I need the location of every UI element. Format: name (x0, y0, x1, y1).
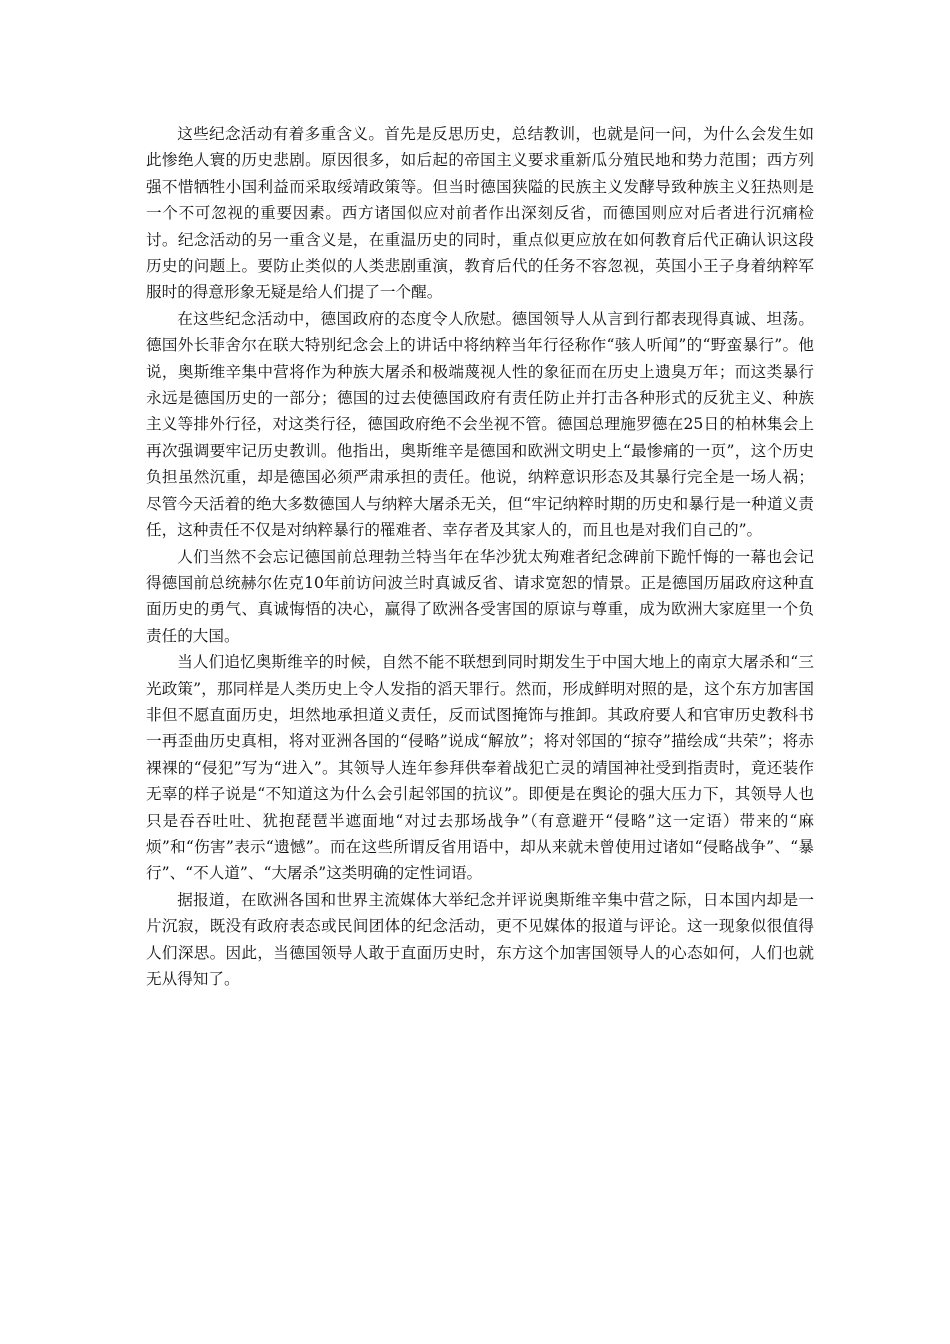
document-body (146, 121, 814, 992)
paragraph-1: 这些纪念活动有着多重含义。首先是反思历史，总结教训，也就是问一问，为什么会发生如此惨绝人寰的历史悲剧。原因很多，如后起的帝国主义要求重新瓜分殖民地和势力范围；西方列强不惜牺牲小国利益而采取绥靖政策等。但当时德国狭隘的民族主义发酵导致种族主义狂热则是一个不可忽视的重要因素。西方诸国似应对前者作出深刻反省，而德国则应对后者进行沉痛检讨。纪念活动的另一重含义是，在重温历史的同时，重点似更应放在如何教育后代正确认识这段历史的问题上。要防止类似的人类悲剧重演，教育后代的任务不容忽视，英国小王子身着纳粹军服时的得意形象无疑是给人们提了一个醒。 (146, 125, 814, 302)
paragraph-2: 在这些纪念活动中，德国政府的态度令人欣慰。德国领导人从言到行都表现得真诚、坦荡。德国外长菲舍尔在联大特别纪念会上的讲话中将纳粹当年行径称作“骇人听闻”的“野蛮暴行”。他说，奥斯维辛集中营将作为种族大屠杀和极端蔑视人性的象征而在历史上遗臭万年；而这类暴行永远是德国历史的一部分；德国的过去使德国政府有责任防止并打击各种形式的反犹主义、种族主义等排外行径，对这类行径，德国政府绝不会坐视不管。德国总理施罗德在25日的柏林集会上再次强调要牢记历史教训。他指出，奥斯维辛是德国和欧洲文明史上“最惨痛的一页”，这个历史负担虽然沉重，却是德国必须严肃承担的责任。他说，纳粹意识形态及其暴行完全是一场人祸；尽管今天活着的绝大多数德国人与纳粹大屠杀无关，但“牢记纳粹时期的历史和暴行是一种道义责任，这种责任不仅是对纳粹暴行的罹难者、幸存者及其家人的，而且也是对我们自己的”。 (146, 309, 814, 540)
paragraph-5: 据报道，在欧洲各国和世界主流媒体大举纪念并评说奥斯维辛集中营之际，日本国内却是一片沉寂，既没有政府表态或民间团体的纪念活动，更不见媒体的报道与评论。这一现象似很值得人们深思。因此，当德国领导人敢于直面历史时，东方这个加害国领导人的心态如何，人们也就无从得知了。 (146, 890, 814, 988)
paragraph-3: 人们当然不会忘记德国前总理勃兰特当年在华沙犹太殉难者纪念碑前下跪忏悔的一幕也会记得德国前总统赫尔佐克10年前访问波兰时真诚反省、请求宽恕的情景。正是德国历届政府这种直面历史的勇气、真诚悔悟的决心，赢得了欧洲各受害国的原谅与尊重，成为欧洲大家庭里一个负责任的大国。 (146, 547, 814, 645)
paragraph-4: 当人们追忆奥斯维辛的时候，自然不能不联想到同时期发生于中国大地上的南京大屠杀和“三光政策”，那同样是人类历史上令人发指的滔天罪行。然而，形成鲜明对照的是，这个东方加害国非但不愿直面历史，坦然地承担道义责任，反而试图掩饰与推卸。其政府要人和官审历史教科书一再歪曲历史真相，将对亚洲各国的“侵略”说成“解放”；将对邻国的“掠夺”描绘成“共荣”；将赤裸裸的“侵犯”写为“进入”。其领导人连年参拜供奉着战犯亡灵的靖国神社受到指责时，竟还装作无辜的样子说是“不知道这为什么会引起邻国的抗议”。即便是在舆论的强大压力下，其领导人也只是吞吞吐吐、犹抱琵琶半遮面地“对过去那场战争”（有意避开“侵略”这一定语）带来的“麻烦”和“伤害”表示“遗憾”。而在这些所谓反省用语中，却从来就未曾使用过诸如“侵略战争”、“暴行”、“不人道”、“大屠杀”这类明确的定性词语。 (146, 653, 814, 883)
